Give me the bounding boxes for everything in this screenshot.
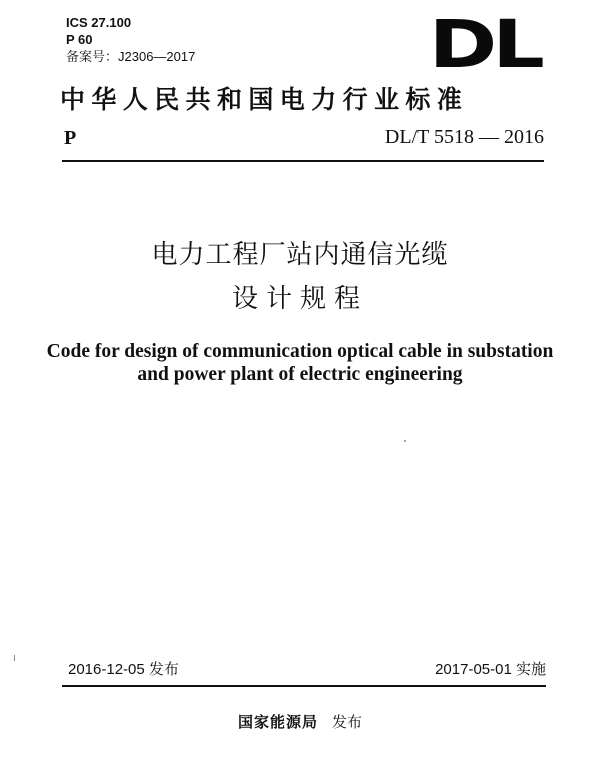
title-english-line-2: and power plant of electric engineering bbox=[137, 364, 463, 385]
publisher-action: 发布 bbox=[332, 713, 363, 731]
title-chinese-line-2: 设计规程 bbox=[231, 284, 368, 314]
scan-speck bbox=[404, 440, 406, 442]
category-letter: P bbox=[64, 127, 77, 149]
ics-code: ICS 27.100 bbox=[66, 15, 132, 30]
standard-number: DL/T 5518 — 2016 bbox=[384, 126, 544, 148]
dl-logo: DL bbox=[428, 6, 540, 83]
publisher-name: 国家能源局 bbox=[237, 713, 318, 731]
title-english-line-1: Code for design of communication optical cable in substation bbox=[46, 341, 554, 362]
scan-speck bbox=[14, 655, 15, 661]
filing-number: 备案号：J2306—2017 bbox=[66, 49, 196, 64]
issue-date: 2016-12-05 发布 bbox=[68, 661, 179, 678]
publisher bbox=[0, 712, 600, 732]
organization-title: 中华人民共和国电力行业标准 bbox=[60, 85, 469, 114]
title-english bbox=[40, 340, 560, 386]
category-code: P 60 bbox=[66, 32, 93, 47]
header-divider bbox=[62, 160, 544, 162]
implementation-date: 2017-05-01 实施 bbox=[435, 661, 546, 678]
footer-divider bbox=[62, 685, 546, 687]
header-metadata bbox=[66, 14, 195, 65]
title-chinese-line-1: 电力工程厂站内通信光缆 bbox=[151, 240, 449, 270]
